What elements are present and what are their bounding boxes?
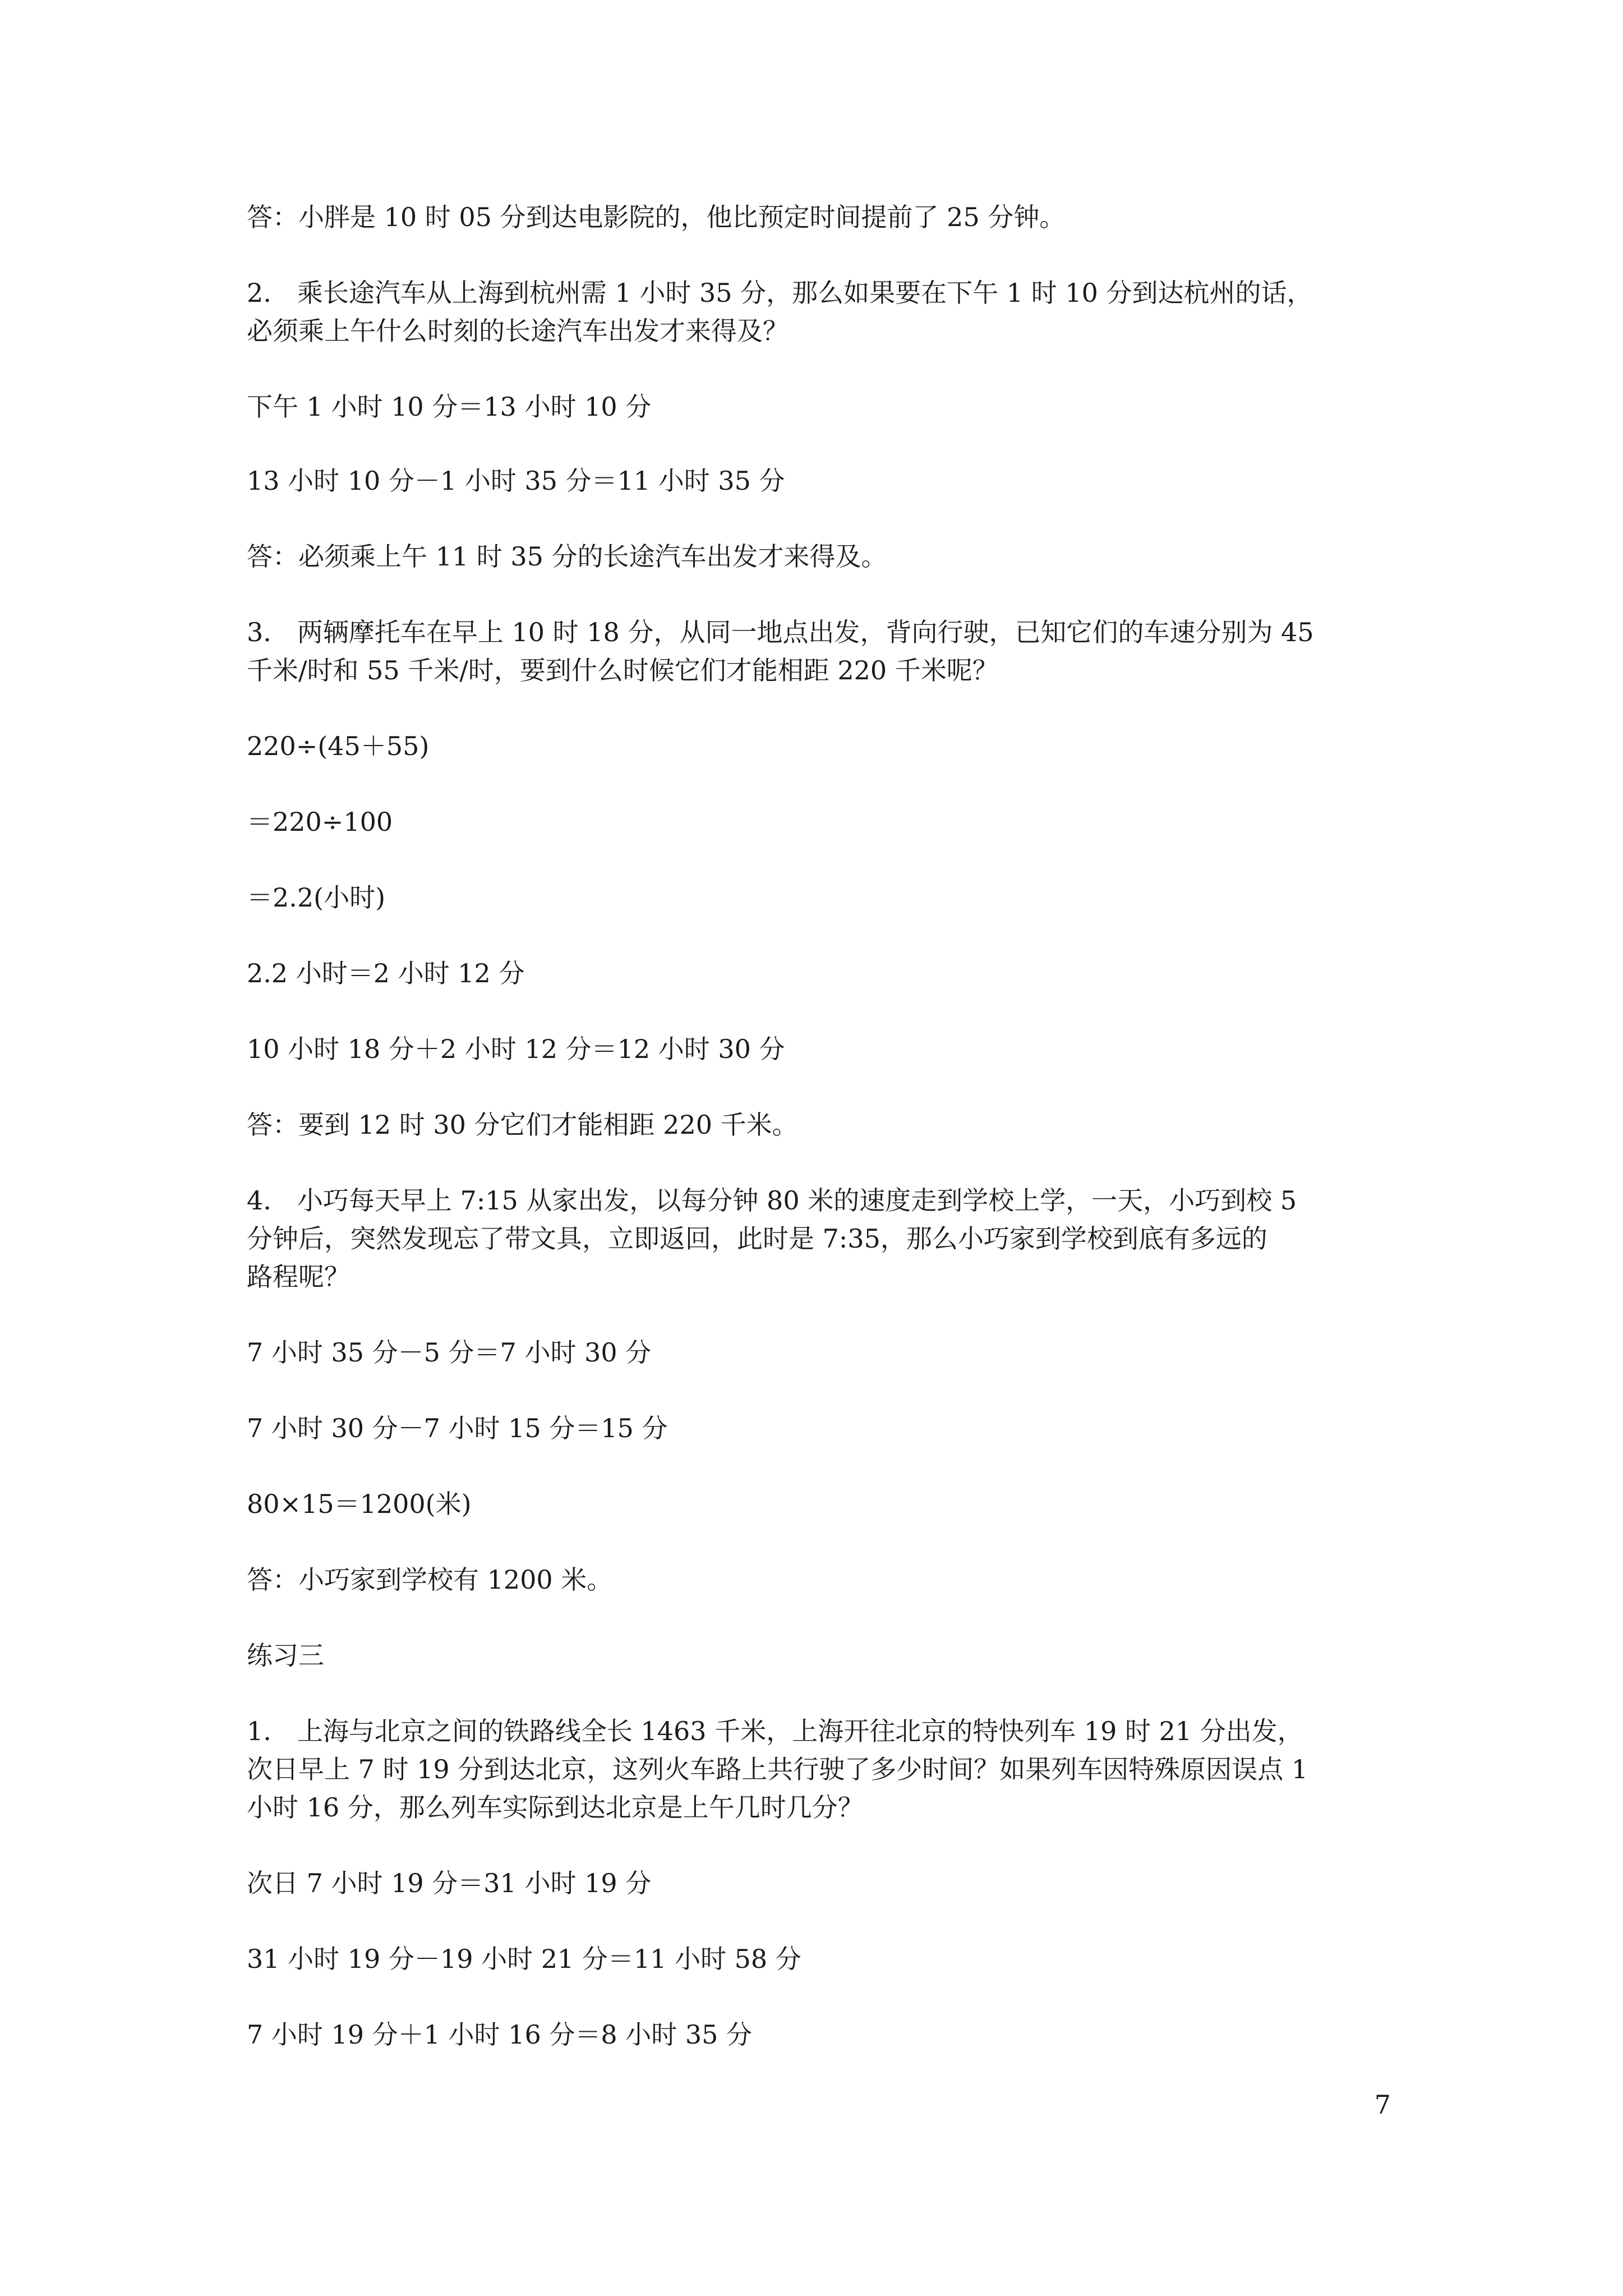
calculation-line: 10 小时 18 分＋2 小时 12 分＝12 小时 30 分 (247, 1034, 785, 1064)
question-4-line-1: 4. 小巧每天早上 7:15 从家出发，以每分钟 80 米的速度走到学校上学，一天，小巧到校 5 (247, 1185, 1297, 1216)
calculation-line: ＝2.2(小时) (247, 882, 386, 913)
answer-line: 答：必须乘上午 11 时 35 分的长途汽车出发才来得及。 (247, 541, 887, 572)
calculation-line: 7 小时 35 分－5 分＝7 小时 30 分 (247, 1337, 652, 1368)
calculation-line: 次日 7 小时 19 分＝31 小时 19 分 (247, 1868, 652, 1898)
calculation-line: 31 小时 19 分－19 小时 21 分＝11 小时 58 分 (247, 1944, 801, 1974)
calculation-line: 7 小时 19 分＋1 小时 16 分＝8 小时 35 分 (247, 2019, 752, 2050)
question-2-line-1: 2. 乘长途汽车从上海到杭州需 1 小时 35 分，那么如果要在下午 1 时 10 分到达杭州的话， (247, 278, 1313, 308)
exercise-1-line-2: 次日早上 7 时 19 分到达北京，这列火车路上共行驶了多少时间？如果列车因特殊原因误点 1 (247, 1754, 1308, 1784)
answer-line: 答：小巧家到学校有 1200 米。 (247, 1565, 613, 1595)
calculation-line: 220÷(45＋55) (247, 731, 430, 761)
calculation-line: 下午 1 小时 10 分＝13 小时 10 分 (247, 392, 652, 422)
question-4-line-3: 路程呢？ (247, 1262, 350, 1292)
calculation-line: 80×15＝1200(米) (247, 1489, 472, 1519)
exercise-1-line-3: 小时 16 分，那么列车实际到达北京是上午几时几分？ (247, 1792, 864, 1823)
calculation-line: ＝220÷100 (247, 807, 393, 837)
exercise-1-line-1: 1. 上海与北京之间的铁路线全长 1463 千米，上海开往北京的特快列车 19 时 21 分出发， (247, 1716, 1303, 1746)
question-3-line-2: 千米/时和 55 千米/时，要到什么时候它们才能相距 220 千米呢？ (247, 655, 998, 685)
calculation-line: 7 小时 30 分－7 小时 15 分＝15 分 (247, 1413, 668, 1443)
section-heading: 练习三 (247, 1640, 324, 1671)
question-2-line-2: 必须乘上午什么时刻的长途汽车出发才来得及？ (247, 316, 789, 346)
page-number: 7 (1374, 2090, 1391, 2120)
answer-line: 答：小胖是 10 时 05 分到达电影院的，他比预定时间提前了 25 分钟。 (247, 202, 1066, 232)
answer-line: 答：要到 12 时 30 分它们才能相距 220 千米。 (247, 1110, 798, 1140)
question-3-line-1: 3. 两辆摩托车在早上 10 时 18 分，从同一地点出发，背向行驶，已知它们的车速分别为 45 (247, 617, 1314, 647)
calculation-line: 2.2 小时＝2 小时 12 分 (247, 958, 525, 988)
calculation-line: 13 小时 10 分－1 小时 35 分＝11 小时 35 分 (247, 466, 785, 496)
question-4-line-2: 分钟后，突然发现忘了带文具，立即返回，此时是 7:35，那么小巧家到学校到底有多远的 (247, 1223, 1267, 1254)
